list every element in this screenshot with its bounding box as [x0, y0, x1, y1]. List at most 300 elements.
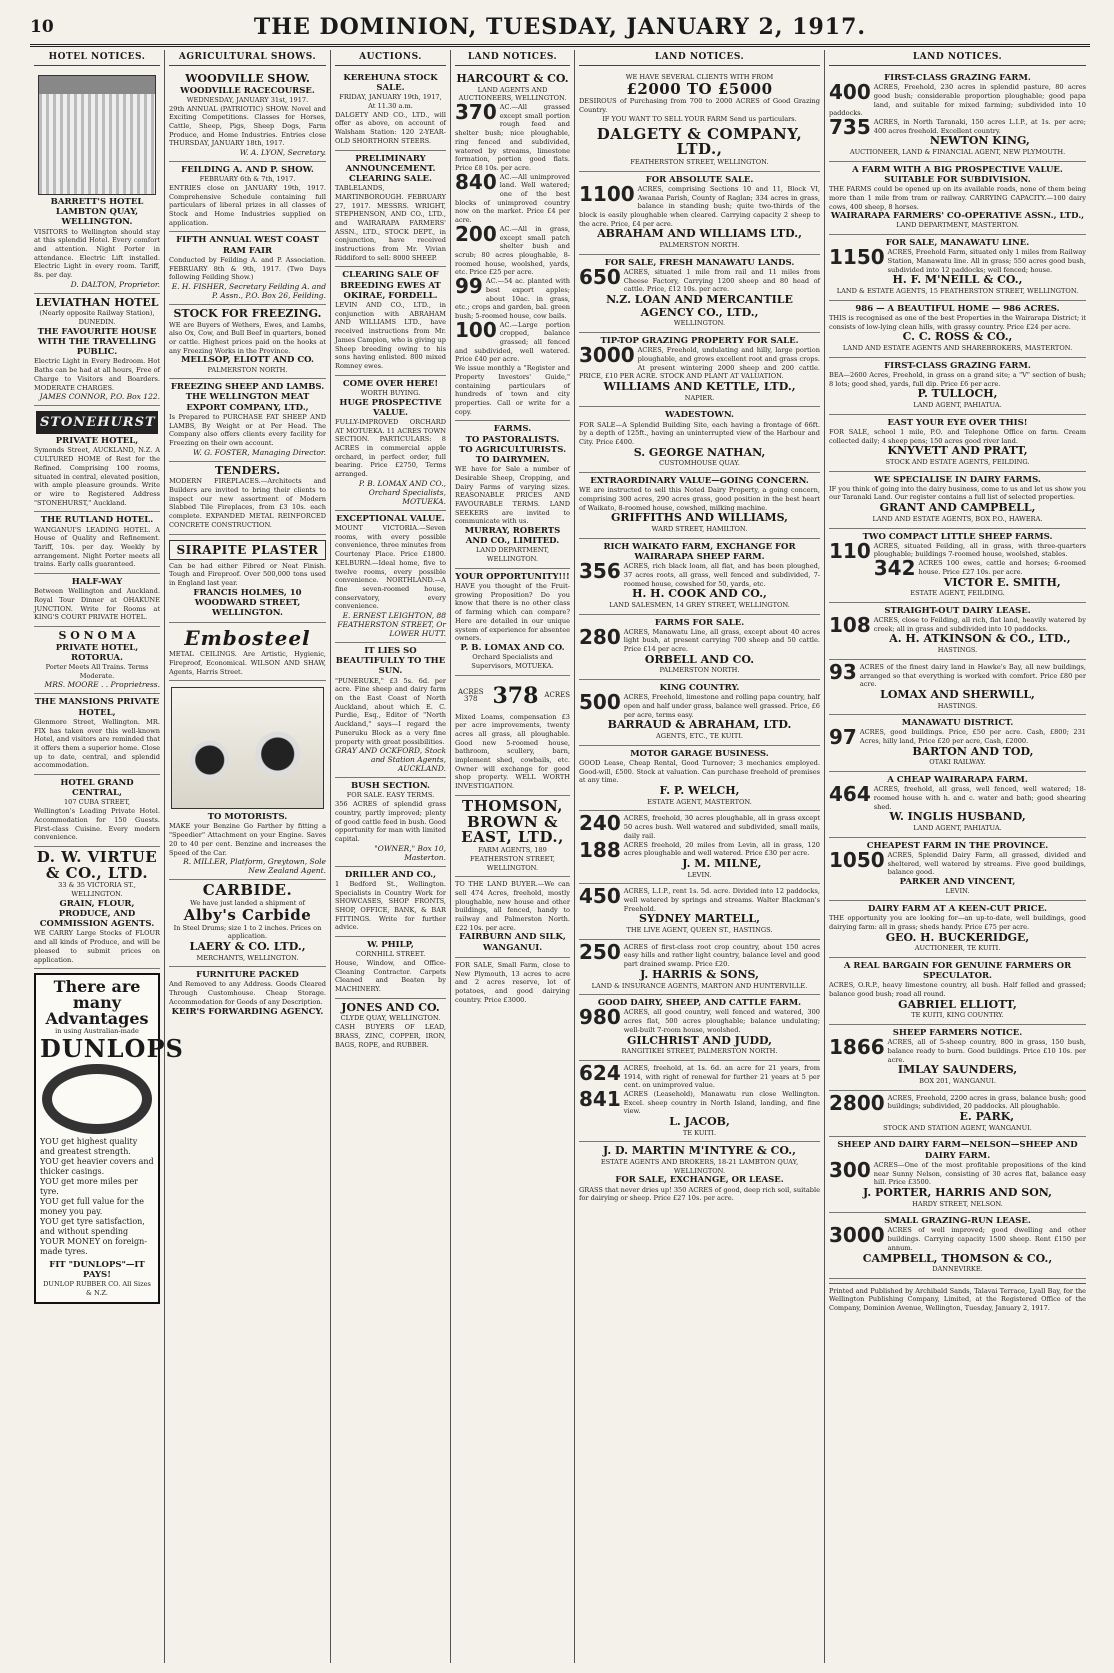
ad-firm-address: DANNEVIRKE.	[932, 1265, 983, 1274]
listing: 464 ACRES, freehold, all grass, well fenced, well watered; 18-roomed house with h. and c. water and bath; good shearing shed.	[829, 782, 1086, 811]
listing: 400 ACRES, Freehold, 230 acres in splendid pasture, 80 acres good bush; considerable proportion ploughable; good papa land, and suitable for mixed farming; subdivided into 10 paddocks.	[829, 80, 1086, 118]
ad-heading: FIRST-CLASS GRAZING FARM.	[884, 360, 1031, 371]
ad-motorists	[169, 681, 326, 880]
ad-body: DALGETY AND CO., LTD., will offer as above, on account of Walsham Station: 120 2-YEAR-OLD SHORTHORN STEERS.	[335, 110, 446, 145]
ad-heading: FOR SALE, FRESH MANAWATU LANDS.	[604, 257, 795, 268]
listing: 93 ACRES of the finest dairy land in Hawke's Bay, all new buildings, arranged so that everything is worked with comfort. Price £80 per acre.	[829, 659, 1086, 689]
ad-signature: JAMES CONNOR, P.O. Box 122.	[39, 392, 160, 402]
ad-firm-address: Orchard Specialists and Supervisors, MOTUEKA.	[471, 653, 554, 670]
acreage: 378	[492, 682, 539, 709]
ad-mcintyre	[579, 1142, 820, 1207]
ad-firm: H. F. M'NEILL & CO.,	[892, 273, 1023, 287]
ad-orbell	[579, 615, 820, 681]
ad-date: FEBRUARY 6th & 7th, 1917.	[199, 175, 296, 184]
ad-firm: ORBELL AND CO.	[644, 652, 755, 666]
ad-heading: WE SPECIALISE IN DAIRY FARMS.	[874, 474, 1041, 485]
ad-firm: J. PORTER, HARRIS AND SON,	[863, 1185, 1052, 1199]
ad-firm-address: AUCTIONEER, LAND & FINANCIAL AGENT, NEW PLYMOUTH.	[849, 148, 1066, 157]
ad-victor-smith	[829, 529, 1086, 603]
ad-firm-address: HARDY STREET, NELSON.	[912, 1199, 1003, 1208]
ad-firm: GRIFFITHS AND WILLIAMS,	[611, 511, 788, 525]
ad-date: FRIDAY, JANUARY 19th, 1917, At 11.30 a.m.	[339, 93, 442, 111]
ad-farms-pastoral	[455, 421, 570, 568]
ad-meat-export	[169, 379, 326, 461]
ad-tulloch	[829, 358, 1086, 415]
ad-body: "PUNERUKE," £3 5s. 6d. per acre. Fine sheep and dairy farm on the East Coast of North Auckland, about which E. C. Purdie, Esq., Editor of "North Auckland," says—I regard the Puneruku Block as a very fine property with great possibilities.	[335, 676, 446, 746]
acreage: 370	[455, 100, 497, 125]
ad-waikato-exchange	[579, 539, 820, 615]
ad-title: FURNITURE PACKED	[196, 970, 299, 981]
ad-going-concern	[579, 473, 820, 539]
ad-wairarapa-farmers	[829, 162, 1086, 235]
ad-body: MODERN FIREPLACES.—Architects and Builders are invited to bring their clients to inspect our new assortment of Modern Slabbed Tile Fireplaces, from £3 10s. each complete. EXPANDED METAL REINFORCED CONCRETE CONSTRUCTION.	[169, 477, 326, 529]
acres-word: ACRES	[544, 691, 570, 700]
ad-line: TO AGRICULTURISTS.	[458, 444, 567, 455]
ad-firm: SYDNEY MARTELL,	[639, 912, 760, 926]
ad-title: HALF-WAY	[71, 577, 123, 588]
ad-title: HOTEL GRAND CENTRAL,	[60, 778, 134, 799]
ad-firm-address: CUSTOMHOUSE QUAY.	[659, 459, 740, 468]
ad-body: FOR SALE, Small Farm, close to New Plymouth, 13 acres to acre and 2 acres reserve, lot of potatoes, and good dairying country. Price £3000.	[455, 960, 570, 1004]
ad-heading: YOUR OPPORTUNITY!!!	[455, 571, 570, 582]
acreage: 840	[455, 169, 497, 194]
ad-body: THE FARMS could be opened up on its available roads, none of them being more than 1 mile from tram or railway. CARRYING CAPACITY.—100 dairy cows, 400 sheep, 8 horses.	[829, 185, 1086, 211]
ad-porter-harris	[829, 1137, 1086, 1213]
ad-philp	[335, 937, 446, 999]
ad-tagline: THE FAVOURITE HOUSE WITH THE TRAVELLING PUBLIC.	[37, 326, 157, 358]
ad-inglis-husband	[829, 772, 1086, 838]
ad-subtitle: 33 & 35 VICTORIA ST., WELLINGTON.	[58, 881, 136, 899]
hotel-building-illustration	[38, 75, 156, 195]
ad-firm-address: LAND & ESTATE AGENTS, 15 FEATHERSTON STREET, WELLINGTON.	[836, 287, 1079, 296]
ad-subtitle: FOR SALE. EASY TERMS.	[346, 791, 435, 800]
ad-firm-address: STOCK AND STATION AGENT, WANGANUI.	[883, 1123, 1032, 1132]
ad-title: THE RUTLAND HOTEL.	[40, 515, 154, 526]
ad-sonoma	[34, 627, 160, 694]
ad-body: House, Window, and Office-Cleaning Contractor. Carpets Cleaned and Beaten by MACHINERY.	[335, 958, 446, 994]
ad-heading: EXCEPTIONAL VALUE.	[336, 513, 445, 524]
ad-firm: BARRAUD & ABRAHAM, LTD.	[607, 718, 792, 732]
dunlop-subline: in using Australian-made	[55, 1027, 139, 1036]
ad-body: Symonds Street, AUCKLAND, N.Z. A CULTURED HOME of Rest for the Refined. Comprising 100 rooms, situated in central, elevated position, with ample pleasure grounds. Write or wire to Registered Address "STONEHURST," Auckland.	[34, 446, 160, 507]
acreage: 1050	[829, 848, 885, 873]
ad-firm-address: FEATHERSTON STREET, WELLINGTON.	[630, 158, 769, 167]
acres-word: ACRES 378	[457, 687, 484, 703]
ad-leviathan-hotel	[34, 294, 160, 406]
ad-barton-tod	[829, 715, 1086, 772]
ad-sirapite	[169, 535, 326, 624]
ad-firm-address: TE KUITI, KING COUNTRY.	[911, 1011, 1004, 1020]
ad-heading: DAIRY FARM AT A KEEN-CUT PRICE.	[867, 904, 1048, 915]
ad-body: HAVE you thought of the Fruit-growing Proposition? Do you know that there is no other class of farming which can compare? Here are detailed in our unique system of experience for absentee owners.	[455, 582, 570, 643]
ad-firm-address: MERCHANTS, WELLINGTON.	[196, 953, 299, 962]
ad-manawatu-lands	[579, 255, 820, 333]
ad-driller	[335, 867, 446, 937]
ad-king-country	[579, 680, 820, 746]
ad-firm: FRANCIS HOLMES, 10 WOODWARD STREET, WELLINGTON.	[193, 587, 302, 618]
ad-body: THIS is recognised as one of the best Properties in the Wairarapa District; it consists of low-lying clean hills, with grassy country. Price £24 per acre.	[829, 313, 1086, 331]
ad-heading: STOCK FOR FREEZING.	[173, 306, 322, 320]
acreage: 342	[873, 556, 916, 581]
ad-subtitle: IF YOU WANT TO SELL YOUR FARM Send us particulars.	[602, 114, 797, 123]
ad-firm-address: AUCTIONEER, TE KUITI.	[914, 944, 1001, 953]
ad-knyvett-pratt	[829, 415, 1086, 472]
column-hotels	[30, 50, 184, 1663]
acreage: 980	[579, 1005, 621, 1030]
ad-title: JONES AND CO.	[341, 1000, 440, 1014]
listing: 2800 ACRES, Freehold, 2200 acres in grass, balance bush; good buildings; subdivided, 20 paddocks. All ploughable.	[829, 1090, 1086, 1115]
ad-body: Conducted by Feilding A. and P. Association. FEBRUARY 8th & 9th, 1917. (Two Days following Feilding Show.)	[169, 255, 326, 282]
ad-firm-address: HASTINGS.	[937, 646, 978, 655]
ad-firm-address: ESTATE AGENT, FEILDING.	[910, 589, 1005, 598]
ad-title: CARBIDE.	[202, 881, 293, 900]
ad-firm: P. B. LOMAX AND CO.	[460, 642, 565, 653]
ad-firm: C. C. ROSS & CO.,	[902, 330, 1013, 344]
ad-clearing-sale	[335, 151, 446, 268]
ad-heading: WE HAVE SEVERAL CLIENTS WITH FROM	[625, 73, 774, 81]
ad-firm: KNYVETT AND PRATT,	[887, 444, 1028, 458]
ad-west-coast-ram-fair	[169, 232, 326, 304]
ad-firm: J. D. MARTIN M'INTYRE & CO.,	[603, 1144, 796, 1158]
ad-firm: BARTON AND TOD,	[912, 744, 1034, 758]
ad-firm-address: BOX 201, WANGANUI.	[919, 1077, 996, 1086]
amount-range: £2000 TO £5000	[626, 79, 773, 98]
acreage: 93	[829, 659, 857, 684]
ad-title: SIRAPITE PLASTER	[169, 540, 326, 560]
ad-land-buyer	[455, 877, 570, 958]
ad-body: GOOD Lease, Cheap Rental, Good Turnover; 3 mechanics employed. Good-will, £500. Stock at valuation. Can purchase freehold of premises at any time.	[579, 759, 820, 785]
listing: 100 AC.—Large portion cropped, balance grassed; all fenced and subdivided, well watered. Price £40 per acre.	[455, 317, 570, 364]
ad-firm-address: LAND DEPARTMENT, MASTERTON.	[896, 221, 1019, 230]
ad-body: Wellington's Leading Private Hotel. Accommodation for 150 Guests. First-class Cuisine. Every modern convenience.	[34, 807, 160, 842]
ad-body: We have just landed a shipment of	[190, 899, 305, 908]
ad-firm: DALGETY & COMPANY, LTD.,	[596, 124, 803, 159]
ad-body: TO THE LAND BUYER.—We can sell 474 Acres, freehold, mostly ploughable, new house and other buildings, all fenced, handy to railway and Palmerston North. £22 10s. per acre.	[455, 880, 570, 932]
ad-small-farm	[455, 958, 570, 1009]
column-land-notices-b	[575, 50, 825, 1663]
ad-motor-garage	[579, 746, 820, 812]
acreage: 3000	[579, 343, 635, 368]
ad-title: W. PHILP,	[367, 940, 414, 951]
ad-body: Glenmore Street, Wellington. MR. FIX has taken over this well-known Hotel, and visitors are reminded that it offers them a superior home. Close up to date, central, and splendid accommodation.	[34, 717, 160, 770]
ad-signature: MRS. MOORE . . Proprietress.	[44, 680, 160, 690]
ad-body: Between Wellington and Auckland. Royal Tour Dinner at OHAKUNE JUNCTION. Write for Rooms at KING'S COURT PRIVATE HOTEL.	[34, 587, 160, 622]
column-heading: AGRICULTURAL SHOWS.	[169, 50, 326, 66]
ad-body: BEA—2600 Acres, Freehold, in grass on a grand site; a "V" section of bush; 8 lots; good shed, yards, full dip. Price £6 per acre.	[829, 370, 1086, 388]
ad-title: S O N O M A	[58, 629, 136, 643]
ad-firm: W. INGLIS HUSBAND,	[889, 810, 1026, 824]
ad-firm-address: STOCK AND ESTATE AGENTS, FEILDING.	[885, 457, 1030, 466]
ad-heading: FOR ABSOLUTE SALE.	[645, 174, 754, 185]
ad-dunlop	[34, 973, 184, 1304]
ad-jones	[335, 999, 446, 1053]
column-heading: LAND NOTICES.	[455, 50, 570, 66]
ad-signature: W. G. FOSTER, Managing Director.	[192, 447, 326, 457]
ad-title: WOODVILLE SHOW.	[185, 72, 310, 85]
ad-grand-central	[34, 775, 160, 847]
acreage: 1150	[829, 245, 885, 270]
ad-body: ACRES, O.R.P., heavy limestone country, all bush. Half felled and grassed; balance good bush; road all round.	[829, 981, 1086, 999]
ad-embosteel	[169, 623, 326, 681]
ad-heading: PRELIMINARY ANNOUNCEMENT.	[345, 153, 436, 174]
ad-title: KEREHUNA STOCK SALE.	[343, 73, 438, 94]
ad-ross	[829, 301, 1086, 358]
ad-firm: FAIRBURN AND SILK, WANGANUI.	[459, 932, 566, 953]
ad-thomson-brown-east	[455, 796, 570, 877]
acreage: 735	[829, 115, 871, 139]
ad-title: THE WELLINGTON MEAT EXPORT COMPANY, LTD.,	[185, 392, 310, 413]
ad-heading: IT LIES SO BEAUTIFULLY TO THE SUN.	[335, 646, 446, 677]
ad-signature: R. MILLER, Platform, Greytown, Sole New Zealand Agent.	[183, 857, 326, 876]
acreage: 650	[579, 265, 621, 289]
ad-mansions	[34, 694, 160, 775]
ad-body: TABLELANDS, MARTINBOROUGH. FEBRUARY 27, 1917. MESSRS. WRIGHT, STEPHENSON, AND CO., LTD., and WAIRARAPA FARMERS' ASSN., LTD., STOCK DEPT., in conjunction, have received instructions from Mr. Vivian Riddiford to sell: 8000 SHEEP.	[335, 184, 446, 262]
acreage: 97	[829, 725, 857, 750]
ad-body: METAL CEILINGS. Are Artistic, Hygienic, Fireproof, Economical. WILSON AND SHAW, Agents, Harris Street.	[169, 650, 326, 676]
dunlop-point: YOU get more miles per tyre.	[40, 1177, 139, 1197]
ad-absolute-sale	[579, 172, 820, 255]
acreage: 2800	[829, 1090, 885, 1115]
ad-title: FEILDING A. AND P. SHOW.	[181, 165, 314, 176]
ad-firm-address: HASTINGS.	[937, 701, 978, 710]
printer-imprint: Printed and Published by Archibald Sands, Talavai Terrace, Lyall Bay, for the Wellington Publishing Company, Limited, at the Registered Office of the Company, Dominion Avenue, Wellington, Tuesday, January 2, 1917.	[829, 1283, 1086, 1312]
ad-body: WE CARRY Large Stocks of FLOUR and all kinds of Produce, and will be pleased to submit prices on application.	[34, 929, 160, 964]
ad-heading: SHEEP AND DAIRY FARM—NELSON—SHEEP AND DAIRY FARM.	[837, 1140, 1078, 1161]
ad-signature: E. H. FISHER, Secretary Feilding A. and P. Assn., P.O. Box 26, Feilding.	[171, 281, 326, 300]
acreage: 3000	[829, 1223, 885, 1248]
ad-tiptop-grazing	[579, 333, 820, 407]
ad-heading: TENDERS.	[214, 463, 281, 477]
ad-feilding-show	[169, 162, 326, 232]
listing: 110 ACRES, situated Feilding, all in grass, with three-quarters ploughable; buildings 7-roomed house, woolshed, stables.	[829, 538, 1086, 563]
tyre-icon	[42, 1064, 152, 1134]
ad-subtitle: PRIVATE HOTEL,	[55, 436, 139, 447]
ad-breeding-ewes	[335, 267, 446, 375]
dunlop-footer: DUNLOP RUBBER CO. All Sizes & N.Z.	[43, 1280, 151, 1298]
ad-title: CLEARING SALE.	[349, 173, 432, 184]
dunlop-tagline: FIT "DUNLOPS"—IT PAYS!	[49, 1260, 145, 1281]
ad-bush-section	[335, 778, 446, 866]
column-land-notices-c	[825, 50, 1090, 1663]
ad-heading: SMALL GRAZING-RUN LEASE.	[884, 1216, 1031, 1227]
ad-signature: W. A. LYON, Secretary.	[239, 148, 326, 158]
listing: 188 ACRES freehold, 20 miles from Levin, all in grass, 120 acres ploughable and well watered. Price £30 per acre.	[579, 837, 820, 862]
ad-heading: FOR SALE, EXCHANGE, OR LEASE.	[615, 1175, 784, 1186]
ad-body: WANGANUI'S LEADING HOTEL. A House of Quality and Refinement. Tariff, 10s. per day. Weekly by arrangement. Night Porter meets all trains. Early calls guaranteed.	[34, 525, 160, 569]
acreage: 99	[455, 274, 483, 299]
ad-title: BARRETT'S HOTEL	[50, 197, 144, 207]
ad-firm-address: LAND & INSURANCE AGENTS, MARTON AND HUNTERVILLE.	[591, 981, 808, 990]
ad-subtitle: 107 CUBA STREET,	[63, 798, 131, 807]
masthead	[30, 10, 1090, 47]
ad-body: VISITORS to Wellington should stay at this splendid Hotel. Every comfort and attention. Night Porter in attendance. Electric Lift installed. Electric Light in every room. Tariff, 8s. per day.	[34, 227, 160, 280]
ad-firm: GILCHRIST AND JUDD,	[627, 1033, 772, 1047]
ad-title: DRILLER AND CO.,	[344, 869, 437, 880]
ad-heading: FARMS FOR SALE.	[654, 617, 745, 628]
ad-378-acres	[455, 676, 570, 796]
ad-body: Porter Meets All Trains. Terms Moderate.	[45, 663, 149, 680]
ad-title: LEVIATHAN HOTEL	[35, 295, 159, 309]
ad-signature: GRAY AND OCKFORD, Stock and Station Agents, AUCKLAND.	[335, 746, 446, 774]
listing: 1050 ACRES, Splendid Dairy Farm, all grassed, divided and sheltered, well watered by streams. Five good buildings, balance good.	[829, 848, 1086, 877]
acreage: 110	[829, 538, 871, 563]
acreage: 200	[455, 221, 497, 246]
ad-heading: EAST YOUR EYE OVER THIS!	[887, 417, 1028, 428]
ad-firm-address: LAND SALESMEN, 14 GREY STREET, WELLINGTON.	[609, 600, 790, 609]
acreage: 300	[829, 1157, 871, 1182]
columns	[30, 50, 1090, 1663]
dunlop-brand: DUNLOPS	[40, 1033, 184, 1063]
ad-body: LEVIN AND CO., LTD., in conjunction with ABRAHAM AND WILLIAMS LTD., have received instructions from Mr. James Campion, who is giving up Sheep breeding owing to his sons having enlisted. 800 mixed Romney ewes.	[335, 301, 446, 370]
ad-title: CLEARING SALE OF BREEDING EWES AT OKIRAE, FORDELL.	[340, 270, 441, 301]
ad-barretts-hotel	[34, 70, 160, 294]
ad-heading: A CHEAP WAIRARAPA FARM.	[887, 775, 1028, 786]
ad-heading: STRAIGHT-OUT DAIRY LEASE.	[884, 605, 1031, 616]
ad-firm-address: OTAKI RAILWAY.	[929, 758, 986, 767]
ad-firm-address: TE KUITI.	[682, 1128, 717, 1137]
stonehurst-logo: STONEHURST	[36, 411, 158, 434]
listing: 200 AC.—All in grass, except small patch shelter bush and scrub; 80 acres ploughable, 8-roomed house, woolshed, yards, etc. Price £25 per acre.	[455, 221, 570, 277]
listing: 624 ACRES, freehold, at 1s. 6d. an acre for 21 years, from 1914, with right of renewal for further 21 years at 5 per cent. on unimproved value.	[579, 1060, 820, 1090]
acreage: 624	[579, 1060, 621, 1085]
ad-title: HARCOURT & CO.	[456, 72, 569, 85]
listing: 108 ACRES, close to Feilding, all rich, flat land, heavily watered by creek; all in grass and subdivided into 10 paddocks.	[829, 613, 1086, 638]
ad-line: TO DAIRYMEN.	[475, 454, 550, 465]
ad-firm: ABRAHAM AND WILLIAMS LTD.,	[597, 227, 802, 241]
ad-firm: CAMPBELL, THOMSON & CO.,	[862, 1251, 1053, 1265]
ad-firm: IMLAY SAUNDERS,	[897, 1063, 1018, 1077]
acreage: 250	[579, 939, 621, 964]
ad-heading: A REAL BARGAIN FOR GENUINE FARMERS OR SPECULATOR.	[843, 960, 1072, 982]
ad-heading: A FARM WITH A BIG PROSPECTIVE VALUE. SUITABLE FOR SUBDIVISION.	[852, 164, 1063, 185]
ad-detail: In Steel Drums; size 1 to 2 inches. Prices on application.	[173, 923, 322, 941]
listing: 97 ACRES, good buildings. Price, £50 per acre. Cash, £800; 231 Acres, hilly land, Price £20 per acre, Cash, £2000.	[829, 725, 1086, 750]
ad-body: WE are instructed to sell this Noted Dairy Property, a going concern, comprising 300 acres, 290 acres grass, good position in the best heart of Waikato, 8-roomed house, cowshed, milking machine.	[579, 486, 820, 512]
ad-body: Is Prepared to PURCHASE FAT SHEEP AND LAMBS, By Weight or at Per Head. The Company also offers clients every facility for Freezing on their own account.	[169, 412, 326, 447]
ad-firm: KEIR'S FORWARDING AGENCY.	[171, 1006, 324, 1017]
ad-heading: FOR SALE, MANAWATU LINE.	[885, 238, 1030, 249]
dunlop-point: YOU get tyre satisfaction, and without spending YOUR MONEY on foreign-made tyres.	[40, 1217, 147, 1257]
ad-firm: WILLIAMS AND KETTLE, LTD.,	[603, 380, 796, 394]
ad-puneruku	[335, 643, 446, 778]
ad-subtitle: LAMBTON QUAY, WELLINGTON.	[55, 207, 139, 228]
ad-subtitle: PRIVATE HOTEL, ROTORUA.	[55, 642, 139, 663]
listing: 99 AC.—54 ac. planted with best export apples; about 10ac. in grass, etc.; crops and garden, bal. green bush; 5-roomed house, cow bails.	[455, 274, 570, 320]
ad-heading: FREEZING SHEEP AND LAMBS.	[170, 382, 325, 393]
listing: 980 ACRES, all good country, well fenced and watered, 300 acres flat, 500 acres ploughable; balance undulating; well-built 7-room house, woolshed.	[579, 1005, 820, 1034]
ad-firm: GRANT AND CAMPBELL,	[879, 501, 1036, 515]
ad-your-opportunity	[455, 569, 570, 676]
ad-kerehuna-sale	[335, 70, 446, 151]
ad-mneill	[829, 235, 1086, 301]
ad-jacob	[579, 1061, 820, 1143]
ad-tagline: GRAIN, FLOUR, PRODUCE, AND COMMISSION AGENTS.	[39, 898, 155, 930]
ad-firm-address: LAND DEPARTMENT, WELLINGTON.	[475, 546, 550, 564]
ad-firm: MELLSOP, ELIOTT AND CO.	[180, 355, 315, 366]
ad-body: MAKE your Benzine Go Farther by fitting a "Speedier" Attachment on your Engine. Saves 20 to 40 per cent. Benzine and increases the Speed of the Car.	[169, 822, 326, 857]
ad-stock-freezing	[169, 305, 326, 379]
ad-parker-vincent	[829, 838, 1086, 901]
listing: 1150 ACRES, Freehold Farm, situated only 1 miles from Railway Station, Manawatu line. All in grass; 550 acres good bush, subdivided into 12 paddocks; well fenced; house.	[829, 245, 1086, 274]
ad-body: MOUNT VICTORIA.—Seven rooms, with every possible convenience, three minutes from Courtenay Place. Price £1800. KELBURN.—Ideal home, five to twelve rooms, every possible convenience. NORTHLAND.—A fine seven-roomed house, conservatory, every convenience.	[335, 524, 446, 611]
column-heading: HOTEL NOTICES.	[34, 50, 160, 66]
ad-firm-address: LEVIN.	[687, 870, 712, 879]
ad-subtitle: WOODVILLE RACECOURSE.	[180, 85, 315, 96]
ad-heading: CHEAPEST FARM IN THE PROVINCE.	[866, 840, 1049, 851]
ad-firm-address: THE LIVE AGENT, QUEEN ST., HASTINGS.	[626, 926, 773, 935]
ad-firm-address: LAND AND ESTATE AGENTS, BOX P.O., HAWERA.	[872, 514, 1043, 523]
ad-heading: RICH WAIKATO FARM, EXCHANGE FOR WAIRARAPA SHEEP FARM.	[603, 541, 796, 562]
ad-body: Electric Light in Every Bedroom. Hot Baths can be had at all hours, Free of Charge to Visitors and Boarders. MODERATE CHARGES.	[34, 357, 160, 392]
ad-body: IF you think of going into the dairy business, come to us and let us show you our Taranaki Land. Our register contains a full list of selected properties.	[829, 484, 1086, 502]
ad-subtitle: (Nearly opposite Railway Station), DUNEDIN.	[39, 309, 155, 327]
ad-campbell-thomson	[829, 1213, 1086, 1279]
ad-park	[829, 1091, 1086, 1138]
ad-firm-address: ESTATE AGENT, MASTERTON.	[647, 797, 752, 806]
ad-signature: E. ERNEST LEIGHTON, 88 FEATHERSTON STREET, Or LOWER HUTT.	[337, 611, 446, 639]
listing: 300 ACRES—One of the most profitable propositions of the kind near Sunny Nelson, consisting of 30 acres flat, balance easy hill. Price £3500.	[829, 1157, 1086, 1187]
ad-newton-king	[829, 70, 1086, 162]
acreage: 841	[579, 1086, 621, 1111]
ad-firm: A. H. ATKINSON & CO., LTD.,	[889, 632, 1071, 646]
ad-firm: H. H. COOK AND CO.,	[632, 587, 767, 601]
ad-firm-address: RANGITIKEI STREET, PALMERSTON NORTH.	[621, 1047, 778, 1056]
ad-firm: N.Z. LOAN AND MERCANTILE AGENCY CO., LTD.,	[606, 293, 793, 319]
listing: 370 AC.—All grassed except small portion rough feed and shelter bush; nice ploughable, ring fenced and subdivided, watered by streams, limestone formation, portion good flats. Price £8 10s. per acre.	[455, 100, 570, 172]
ad-firm: J. M. MILNE,	[682, 856, 762, 870]
ad-heading: FIRST-CLASS GRAZING FARM.	[884, 73, 1031, 83]
acreage: 400	[829, 80, 871, 105]
ad-stonehurst	[34, 406, 160, 512]
column-agricultural	[165, 50, 331, 1663]
embosteel-logo: Embosteel	[184, 626, 311, 651]
ad-harcourt	[455, 70, 570, 421]
ad-firm-address: LAND AGENT, PAHIATUA.	[913, 824, 1002, 833]
ad-body: GRASS that never dries up! 350 ACRES of good, deep rich soil, suitable for dairying or sheep. Price £27 10s. per acre.	[579, 1185, 820, 1203]
column-auctions	[331, 50, 451, 1663]
ad-firm: VICTOR E. SMITH,	[943, 575, 1061, 589]
ad-body: WE have for Sale a number of Desirable Sheep, Cropping, and Dairy Farms of varying sizes. REASONABLE PRICES AND FAVOURABLE TERMS. LAND SEEKERS are invited to communicate with us.	[455, 465, 570, 526]
ad-title: FIFTH ANNUAL WEST COAST RAM FAIR	[176, 235, 319, 256]
acreage: 1100	[579, 181, 635, 206]
ad-subtitle: CLYDE QUAY, WELLINGTON.	[340, 1014, 441, 1023]
listing: 342 ACRES 100 ewes, cattle and horses; 6-roomed house. Price £27 10s. per acre.	[873, 556, 1086, 581]
ad-harris-sons	[579, 940, 820, 995]
ad-signature: P. B. LOMAX AND CO., Orchard Specialists, MOTUEKA.	[358, 478, 446, 506]
ad-body: And Removed to any Address. Goods Cleared Through Customhouse. Cheap Storage. Accommodation for Goods of any Description.	[169, 980, 326, 1006]
acreage: 100	[455, 317, 497, 342]
ad-body: FULLY-IMPROVED ORCHARD AT MOTUEKA. 11 ACRES TOWN SECTION. PARTICULARS: 8 ACRES in commercial apple orchard, in perfect order, full bearing. Price £2750, Terms arranged.	[335, 417, 446, 479]
acreage: 464	[829, 782, 871, 807]
ad-lomax-sherwill	[829, 660, 1086, 715]
ad-firm: PARKER AND VINCENT,	[899, 877, 1016, 888]
ad-firm-address: WELLINGTON.	[673, 319, 726, 328]
ad-firm: WAIRARAPA FARMERS' CO-OPERATIVE ASSN., LTD.,	[830, 211, 1085, 222]
listing: 650 ACRES, situated 1 mile from rail and 11 miles from Cheese Factory, Carrying 1200 sheep and 80 head of cattle. Price, £12 10s. per acre.	[579, 265, 820, 294]
column-heading: LAND NOTICES.	[579, 50, 820, 66]
ad-heading: WADESTOWN.	[664, 410, 735, 421]
listing: 280 ACRES, Manawatu Line, all grass, except about 40 acres light bush, at present carrying 700 sheep and 50 cattle. Price £14 per acre.	[579, 624, 820, 654]
acreage: 108	[829, 613, 871, 638]
ad-body: DESIROUS of Purchasing from 700 to 2000 ACRES of Good Grazing Country.	[579, 97, 820, 115]
column-land-notices-a	[451, 50, 575, 1663]
ad-heading: MOTOR GARAGE BUSINESS.	[630, 748, 769, 759]
ad-gabriel-elliott	[829, 958, 1086, 1025]
ad-woodville-show	[169, 70, 326, 162]
ad-line: TO PASTORALISTS.	[465, 434, 560, 445]
ad-firm: E. PARK,	[959, 1110, 1015, 1124]
ad-firm: GABRIEL ELLIOTT,	[898, 997, 1017, 1011]
